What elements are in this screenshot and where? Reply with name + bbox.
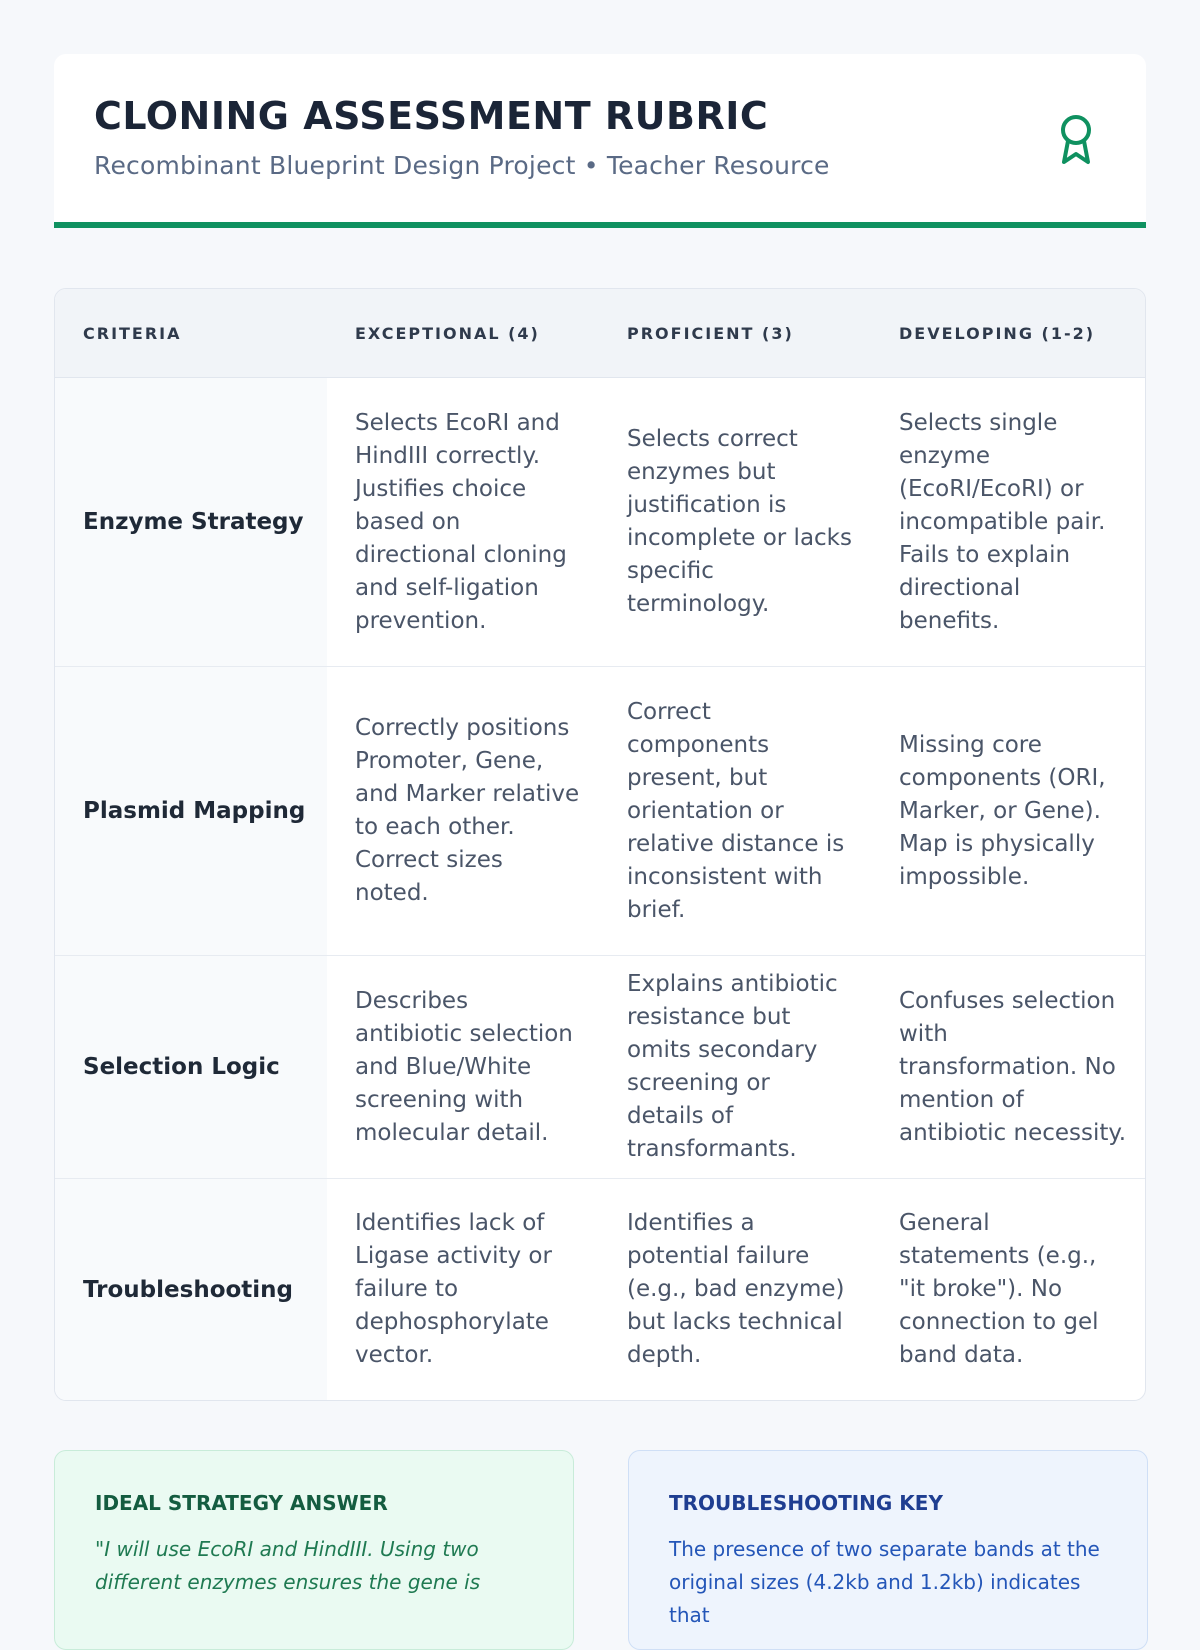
proficient-cell: Explains antibiotic resistance but omits secondary screening or details of transformants. — [627, 971, 838, 1162]
exceptional-cell: Correctly positions Promoter, Gene, and Marker relative to each other. Correct sizes noted. — [355, 715, 580, 906]
criterion-label: Plasmid Mapping — [55, 667, 327, 955]
table-row — [55, 378, 1145, 667]
criterion-label: Troubleshooting — [55, 1179, 327, 1400]
page-subtitle: Recombinant Blueprint Design Project • Teacher Resource — [94, 151, 830, 180]
column-header-developing: DEVELOPING (1-2) — [899, 323, 1096, 343]
table-header — [55, 289, 1145, 378]
developing-cell: Selects single enzyme (EcoRI/EcoRI) or incompatible pair. Fails to explain directional benefits. — [899, 409, 1106, 634]
developing-cell: General statements (e.g., "it broke"). No connection to gel band data. — [899, 1210, 1099, 1368]
proficient-cell: Correct components present, but orientation or relative distance is inconsistent with brief. — [627, 698, 845, 923]
table-row — [55, 956, 1145, 1179]
rubric-table — [54, 288, 1146, 1401]
ideal-strategy-text: "I will use EcoRI and HindIII. Using two different enzymes ensures the gene is — [95, 1537, 481, 1594]
exceptional-cell: Describes antibiotic selection and Blue/White screening with molecular detail. — [355, 987, 573, 1146]
table-row — [55, 667, 1145, 956]
troubleshooting-key-text: The presence of two separate bands at the original sizes (4.2kb and 1.2kb) indicates that — [669, 1537, 1100, 1627]
exceptional-cell: Selects EcoRI and HindIII correctly. Justifies choice based on directional cloning and self-ligation prevention. — [355, 409, 567, 634]
ideal-strategy-card — [54, 1450, 574, 1650]
table-row — [55, 1179, 1145, 1400]
criterion-label: Enzyme Strategy — [55, 378, 327, 666]
award-ribbon-icon — [1058, 114, 1094, 170]
page-title: CLONING ASSESSMENT RUBRIC — [94, 94, 769, 138]
column-header-proficient: PROFICIENT (3) — [627, 323, 794, 343]
troubleshooting-key-title: TROUBLESHOOTING KEY — [669, 1491, 943, 1515]
proficient-cell: Selects correct enzymes but justification is incomplete or lacks specific terminology. — [627, 426, 852, 617]
page-header — [54, 54, 1146, 228]
column-header-criteria: CRITERIA — [83, 323, 182, 343]
criterion-label: Selection Logic — [55, 956, 327, 1178]
exceptional-cell: Identifies lack of Ligase activity or failure to dephosphorylate vector. — [355, 1210, 552, 1368]
troubleshooting-key-card — [628, 1450, 1148, 1650]
developing-cell: Confuses selection with transformation. No mention of antibiotic necessity. — [899, 987, 1127, 1146]
ideal-strategy-title: IDEAL STRATEGY ANSWER — [95, 1491, 388, 1515]
column-header-exceptional: EXCEPTIONAL (4) — [355, 323, 540, 343]
proficient-cell: Identifies a potential failure (e.g., bad enzyme) but lacks technical depth. — [627, 1210, 845, 1368]
developing-cell: Missing core components (ORI, Marker, or Gene). Map is physically impossible. — [899, 731, 1106, 890]
